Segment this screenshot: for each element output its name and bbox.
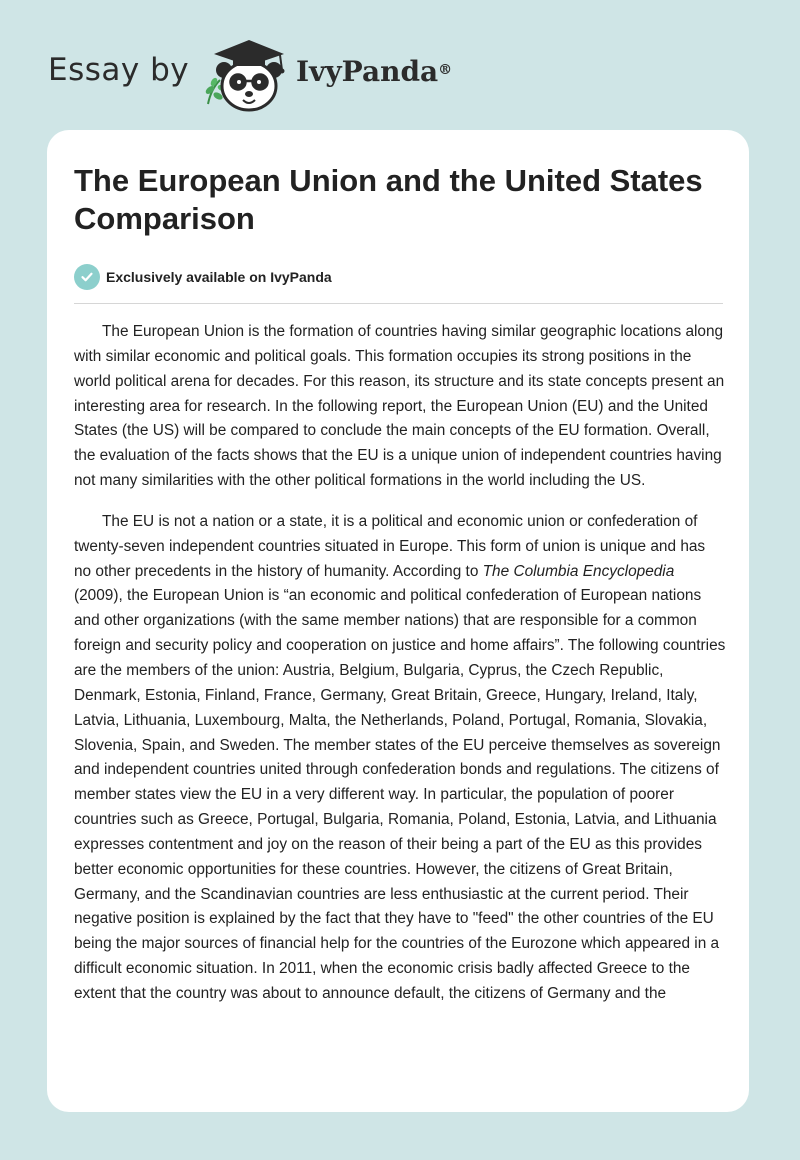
paragraph-2-text-after: (2009), the European Union is “an economic and political confederation of European nations and other organizations (with the same member nations) that are responsible for a common foreign and security policy and cooperation on justice and home affairs”. The following countries are the members of the union: Austria, Belgium, Bulgaria, Cyprus, the Czech Republic, Denmark, Estonia, Finland, France, Germany, Great Britain, Greece, Hungary, Ireland, Italy, Latvia, Lithuania, Luxembourg, Malta, the Netherlands, Poland, Portugal, Romania, Slovakia, Slovenia, Spain, and Sweden. The member states of the EU perceive themselves as sovereign and independent countries united through confederation bonds and regulations. The citizens of member states view the EU in a very different way. In particular, the population of poorer countries such as Greece, Portugal, Bulgaria, Romania, Poland, Estonia, Latvia, and Lithuania expresses contentment and joy on the reason of their being a part of the EU as this provides better economic opportunities for these countries. However, the citizens of Great Britain, Germany, and the Scandinavian countries are less enthusiastic at the current period. Their negative position is explained by the fact that they have to "feed" the other countries of the EU being the major sources of financial help for the countries of the Eurozone which appeared in a difficult economic situation. In 2011, when the economic crisis badly affected Greece to the extent that the country was about to announce default, the citizens of Germany and the <box>74 587 726 1002</box>
registered-mark: ® <box>438 62 453 78</box>
check-icon <box>74 264 100 290</box>
page-title: The European Union and the United States Comparison <box>74 163 703 236</box>
divider <box>74 303 723 304</box>
essay-body <box>74 320 726 1023</box>
paragraph-1 <box>74 320 726 494</box>
paragraph-1-text: The European Union is the formation of countries having similar geographic locations along with similar economic and political goals. This formation occupies its strong positions in the world political arena for decades. For this reason, its structure and its state concepts present an interesting area for research. In the following report, the European Union (EU) and the United States (the US) will be compared to conclude the main concepts of the EU formation. Overall, the evaluation of the facts shows that the EU is a unique union of independent countries having not many similarities with the other political formations in the world including the US. <box>74 323 725 490</box>
brand-name[interactable] <box>296 52 452 92</box>
exclusive-notice <box>74 264 332 290</box>
paragraph-2-text-before: The EU is not a nation or a state, it is a political and economic union or confederation of twenty-seven independent countries situated in Europe. This form of union is unique and has no other precedents in the history of humanity. According to <box>74 512 706 580</box>
panda-graduate-logo-icon[interactable] <box>200 36 296 112</box>
brand-name-text: IvyPanda <box>296 55 439 88</box>
citation-title: The Columbia Encyclopedia <box>482 562 675 580</box>
site-header <box>0 0 800 130</box>
essay-by-label: Essay by <box>48 52 190 88</box>
essay-card <box>47 130 749 1112</box>
exclusive-label: Exclusively available on IvyPanda <box>106 269 332 285</box>
paragraph-2 <box>74 510 726 1007</box>
